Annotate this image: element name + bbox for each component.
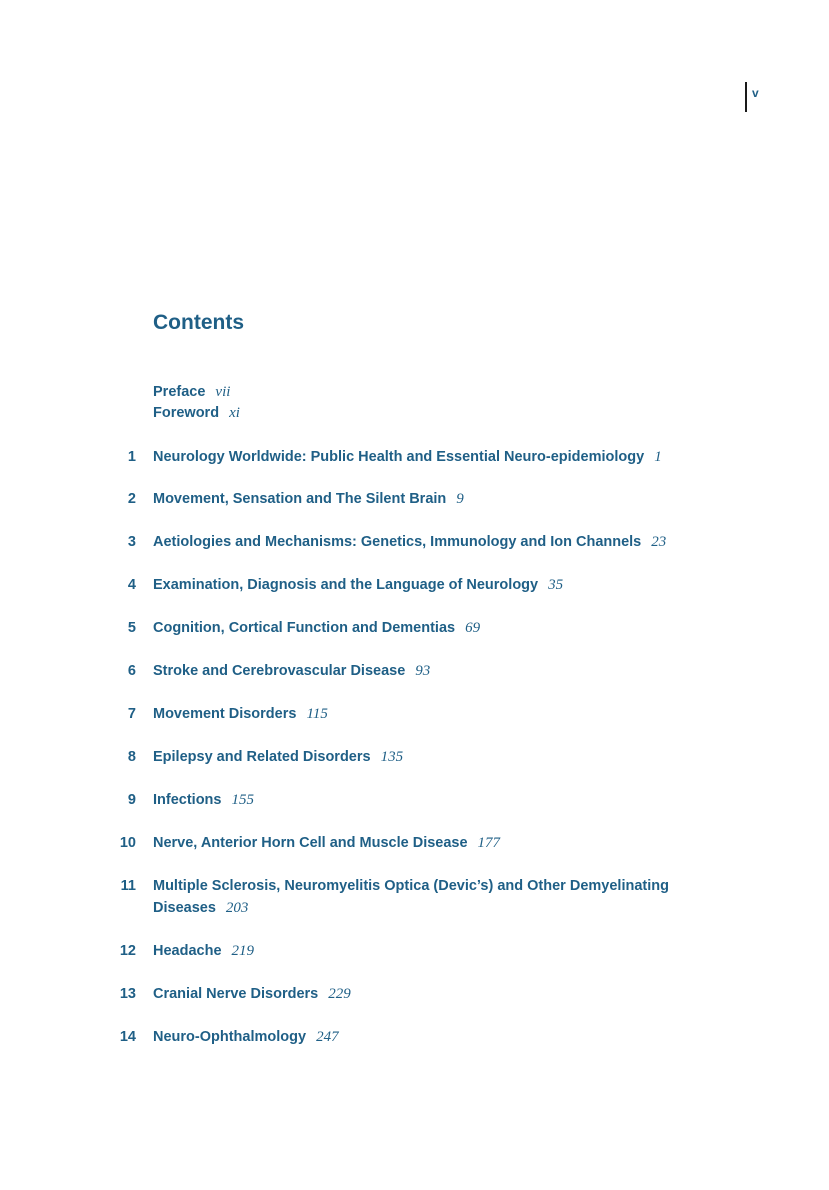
chapter-page: 69 — [465, 620, 481, 636]
contents-title: Contents — [153, 311, 244, 334]
toc-entry-page: vii — [215, 384, 231, 400]
chapter-title: Infections — [153, 792, 222, 808]
toc-entry-text — [153, 574, 693, 596]
chapter-page: 9 — [456, 491, 464, 507]
toc-entry-text — [153, 531, 693, 553]
chapter-title: Movement, Sensation and The Silent Brain — [153, 491, 447, 507]
toc-entry-page: xi — [229, 405, 240, 421]
toc-entry-title: Foreword — [153, 405, 220, 421]
chapter-page: 115 — [306, 706, 328, 722]
chapter-title: Aetiologies and Mechanisms: Genetics, Immunology and Ion Channels — [153, 534, 642, 550]
chapter-number: 6 — [127, 663, 136, 679]
toc-entry-text — [153, 446, 693, 468]
toc-entry-text — [153, 875, 693, 919]
chapter-page: 93 — [415, 663, 431, 679]
chapter-title: Cranial Nerve Disorders — [153, 986, 319, 1002]
chapter-page: 1 — [654, 449, 662, 465]
chapter-title: Cognition, Cortical Function and Dementias — [153, 620, 456, 636]
chapter-number: 14 — [119, 1029, 136, 1045]
chapter-title: Multiple Sclerosis, Neuromyelitis Optica (Devic’s) and Other Demyelinating Diseases — [153, 878, 669, 916]
chapter-title: Neuro-Ophthalmology — [153, 1029, 307, 1045]
toc-entry-text — [153, 402, 693, 424]
chapter-number: 4 — [127, 577, 136, 593]
chapter-number: 10 — [119, 835, 136, 851]
chapter-number: 11 — [120, 878, 136, 894]
chapter-title: Headache — [153, 943, 222, 959]
chapter-page: 135 — [380, 749, 404, 765]
chapter-title: Stroke and Cerebrovascular Disease — [153, 663, 406, 679]
chapter-page: 177 — [477, 835, 501, 851]
chapter-page: 23 — [651, 534, 667, 550]
chapter-page: 155 — [231, 792, 254, 808]
page-marker-rule — [745, 82, 747, 112]
toc-entry-text — [153, 381, 693, 403]
toc-entry-text — [153, 1026, 693, 1048]
chapter-number: 2 — [127, 491, 136, 507]
chapter-number: 13 — [119, 986, 136, 1002]
chapter-title: Nerve, Anterior Horn Cell and Muscle Disease — [153, 835, 468, 851]
chapter-page: 247 — [316, 1029, 339, 1045]
toc-entry-title: Preface — [153, 384, 206, 400]
chapter-title: Examination, Diagnosis and the Language of Neurology — [153, 577, 539, 593]
toc-entry-text — [153, 832, 693, 854]
chapter-number: 7 — [127, 706, 136, 722]
chapter-page: 35 — [548, 577, 564, 593]
toc-entry-text — [153, 940, 693, 962]
chapter-number: 8 — [127, 749, 136, 765]
chapter-number: 12 — [119, 943, 136, 959]
toc-entry-text — [153, 789, 693, 811]
chapter-page: 203 — [225, 900, 249, 916]
chapter-title: Movement Disorders — [153, 706, 297, 722]
chapter-title: Epilepsy and Related Disorders — [153, 749, 371, 765]
page-number: v — [752, 86, 760, 100]
chapter-page: 229 — [328, 986, 351, 1002]
chapter-number: 9 — [127, 792, 136, 808]
chapter-number: 5 — [127, 620, 136, 636]
toc-entry-text — [153, 703, 693, 725]
toc-entry-text — [153, 983, 693, 1005]
chapter-number: 3 — [127, 534, 136, 550]
toc-entry-text — [153, 746, 693, 768]
toc-entry-text — [153, 488, 693, 510]
toc-entry-text — [153, 617, 693, 639]
chapter-number: 1 — [127, 449, 136, 465]
toc-entry-text — [153, 660, 693, 682]
chapter-title: Neurology Worldwide: Public Health and Essential Neuro-epidemiology — [153, 449, 645, 465]
chapter-page: 219 — [231, 943, 255, 959]
